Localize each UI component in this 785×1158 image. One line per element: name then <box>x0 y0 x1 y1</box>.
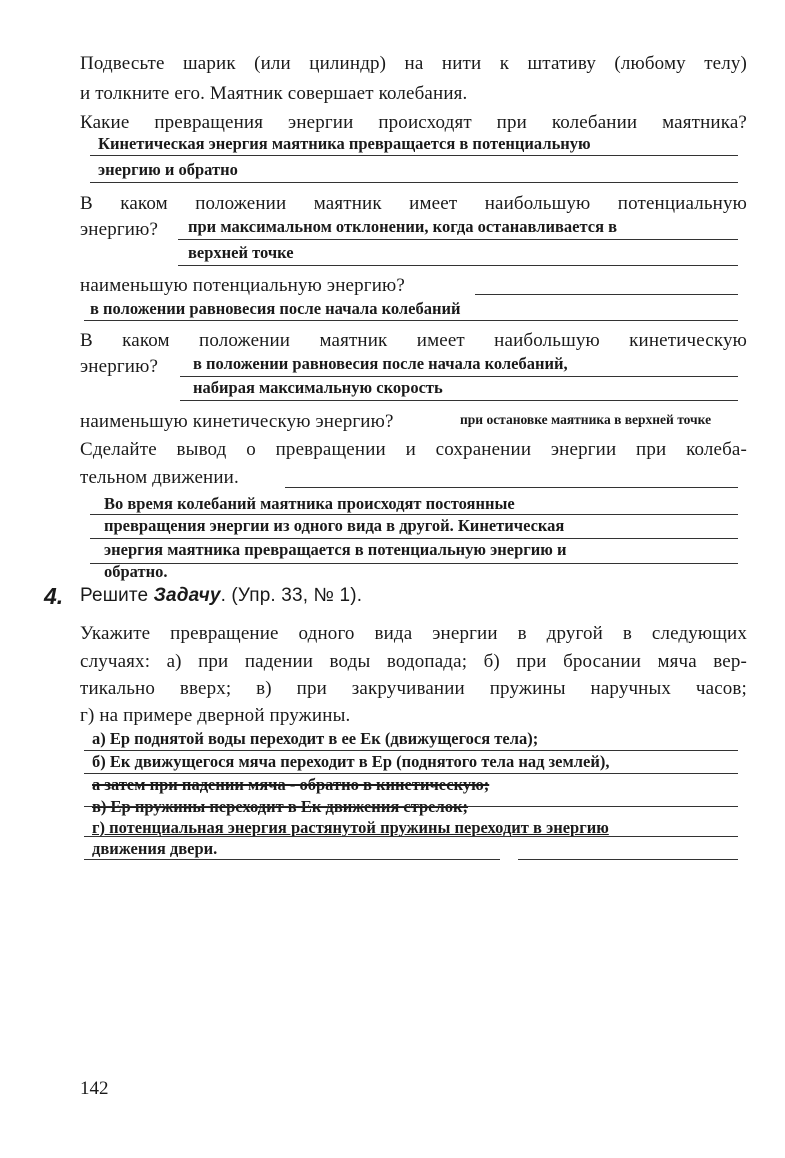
intro-line-1: Подвесьте шарик (или цилиндр) на нити к штативу (любому телу) <box>80 53 747 74</box>
task-4-number: 4. <box>44 583 64 609</box>
task-4-answer-d: г) потенциальная энергия растянутой пружины переходит в энергию <box>92 818 609 837</box>
question-2-line-2: энергию? <box>80 219 159 240</box>
answer-2-line-1: при максимальном отклонении, когда останавливается в <box>188 217 618 236</box>
answer-3: в положении равновесия после начала колебаний <box>90 299 461 318</box>
answer-4-line-2: набирая максимальную скорость <box>193 378 443 397</box>
answer-line <box>84 836 738 837</box>
intro-line-2: и толкните его. Маятник совершает колебания. <box>80 83 468 104</box>
answer-line <box>178 265 738 266</box>
answer-5: при остановке маятника в верхней точке <box>460 412 712 427</box>
answer-line <box>84 773 738 774</box>
task-4-text-line-3: тикально вверх; в) при закручивании пружины наручных часов; <box>80 678 747 699</box>
answer-line <box>84 806 738 807</box>
answer-line <box>90 514 738 515</box>
answer-6-line-4: обратно. <box>104 562 168 581</box>
answer-line <box>90 563 738 564</box>
answer-2-line-2: верхней точке <box>188 243 294 262</box>
answer-line <box>90 538 738 539</box>
task-4-text-line-4: г) на примере дверной пружины. <box>80 705 351 726</box>
question-5: наименьшую кинетическую энергию? <box>80 411 394 432</box>
question-2-line-1: В каком положении маятник имеет наибольшую потенциальную <box>80 193 747 214</box>
answer-line <box>84 320 738 321</box>
task-4-text-line-1: Укажите превращение одного вида энергии в другой в следующих <box>80 623 747 644</box>
answer-6-line-2: превращения энергии из одного вида в другой. Кинетическая <box>104 516 565 535</box>
answer-line <box>475 294 738 295</box>
answer-line <box>285 487 738 488</box>
question-6-line-1: Сделайте вывод о превращении и сохранении энергии при колеба- <box>80 439 747 460</box>
answer-6-line-3: энергия маятника превращается в потенциальную энергию и <box>104 540 567 559</box>
task-4-heading <box>80 585 362 607</box>
task-4-prefix: Решите <box>80 585 154 606</box>
task-4-keyword: Задачу <box>153 585 221 606</box>
answer-1-line-2: энергию и обратно <box>98 160 238 179</box>
answer-line <box>84 859 500 860</box>
question-4-line-1: В каком положении маятник имеет наибольшую кинетическую <box>80 330 747 351</box>
answer-line <box>180 376 738 377</box>
answer-line <box>178 239 738 240</box>
question-4-line-2: энергию? <box>80 356 159 377</box>
question-1: Какие превращения энергии происходят при колебании маятника? <box>80 112 747 133</box>
task-4-answer-b: б) Ек движущегося мяча переходит в Ер (поднятого тела над землей), <box>92 752 610 771</box>
answer-line <box>518 859 738 860</box>
task-4-answer-a: а) Ер поднятой воды переходит в ее Ек (движущегося тела); <box>92 729 539 748</box>
answer-line <box>84 750 738 751</box>
answer-1-line-1: Кинетическая энергия маятника превращается в потенциальную <box>98 134 591 153</box>
question-3: наименьшую потенциальную энергию? <box>80 275 405 296</box>
task-4-answer-c: в) Ер пружины переходит в Ек движения стрелок; <box>92 797 469 816</box>
answer-4-line-1: в положении равновесия после начала колебаний, <box>193 354 568 373</box>
question-6-line-2: тельном движении. <box>80 467 239 488</box>
answer-line <box>90 155 738 156</box>
task-4-reference: . (Упр. 33, № 1). <box>220 585 363 606</box>
answer-6-line-1: Во время колебаний маятника происходят постоянные <box>104 494 515 513</box>
task-4-text-line-2: случаях: а) при падении воды водопада; б) при бросании мяча вер- <box>80 651 747 672</box>
task-4-answer-d-continued: движения двери. <box>92 839 218 858</box>
task-4-answer-b-continued: а затем при падении мяча - обратно в кинетическую; <box>92 775 490 794</box>
page-number: 142 <box>80 1078 109 1099</box>
answer-line <box>180 400 738 401</box>
answer-line <box>90 182 738 183</box>
